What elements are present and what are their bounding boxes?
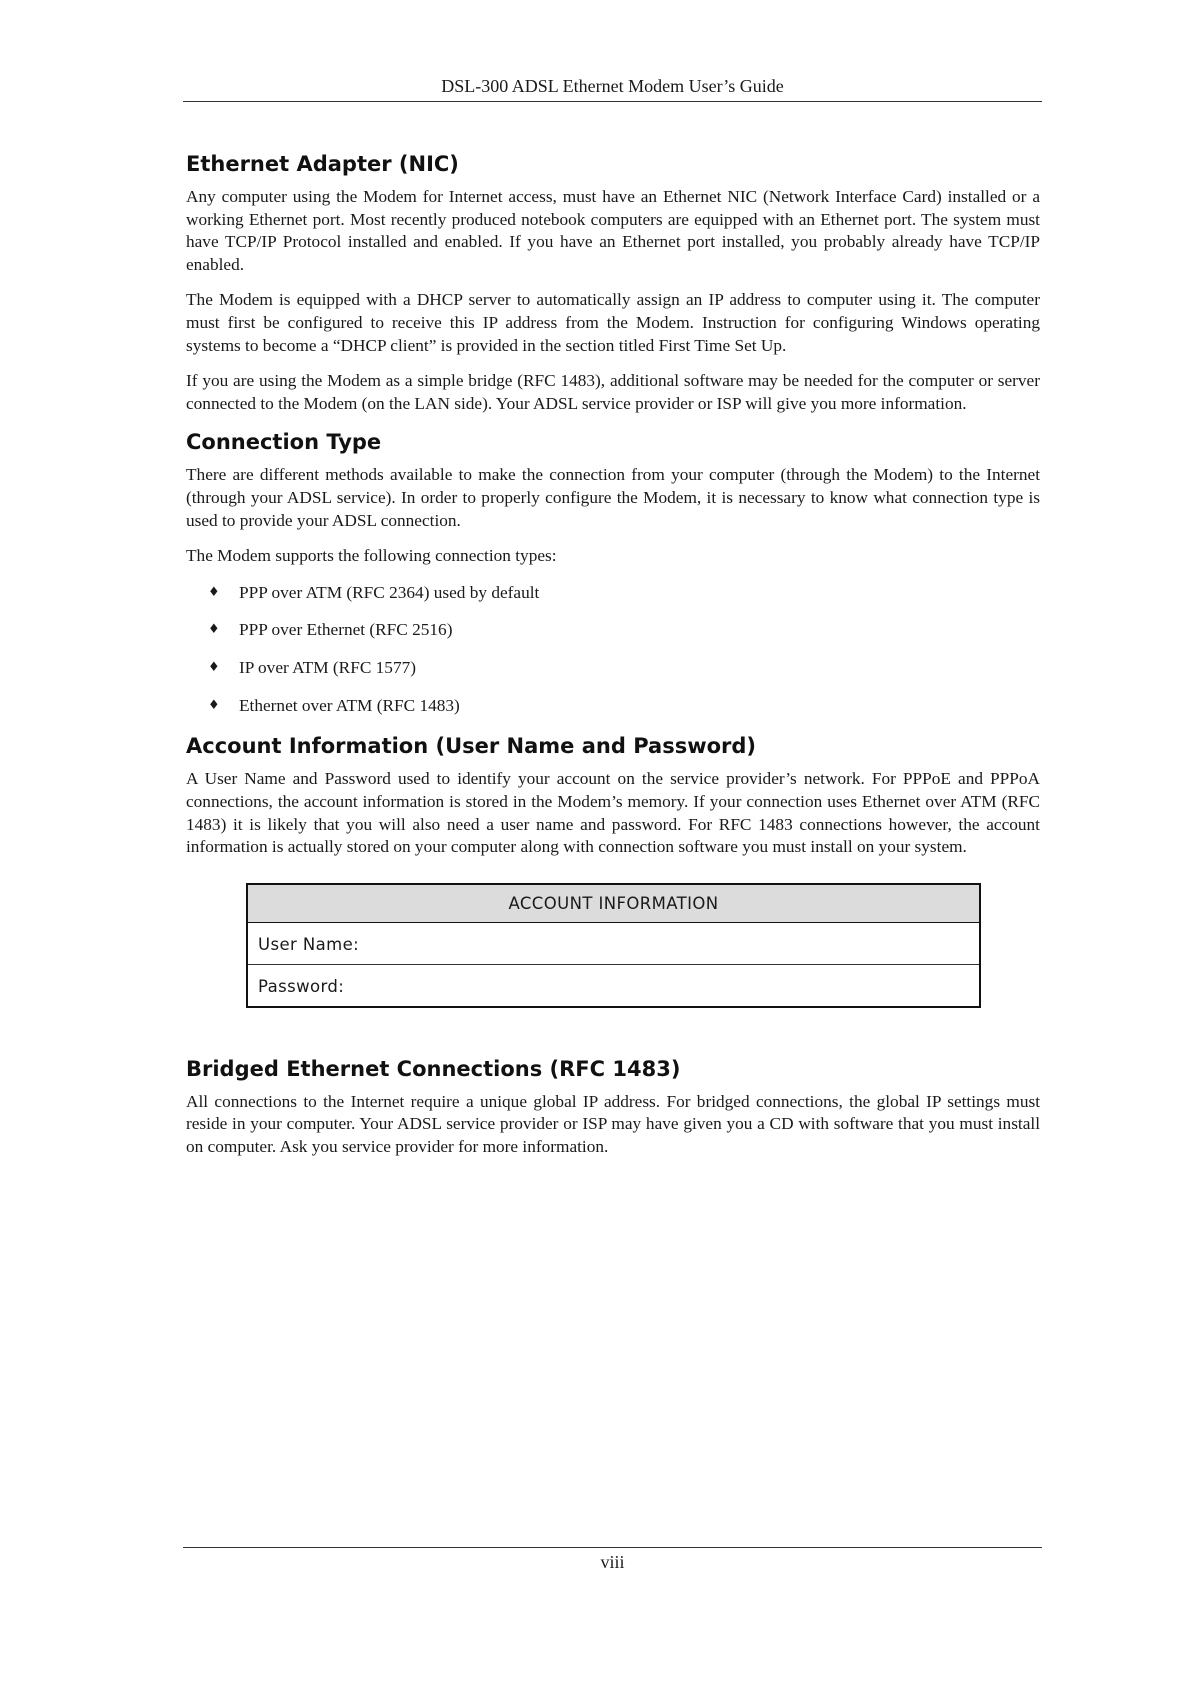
paragraph-account-1: A User Name and Password used to identify your account on the service provider’s network. For PPPoE and PPPoA connections, the account information is stored in the Modem’s memory. If your connection uses Ethernet over ATM (RFC 1483) it is likely that you will also need a user name and password. For RFC 1483 connections however, the account information is actually stored on your computer along with connection software you must install on your system. [186,769,1040,857]
diamond-bullet-icon: ♦ [208,584,220,600]
heading-bridged-ethernet: Bridged Ethernet Connections (RFC 1483) [186,1056,681,1081]
page-content [186,150,1040,1172]
heading-connection-type: Connection Type [186,430,382,455]
paragraph-nic-3: If you are using the Modem as a simple bridge (RFC 1483), additional software may be needed for the computer or server connected to the Modem (on the LAN side). Your ADSL service provider or ISP will give you more information. [186,371,1040,413]
password-row [248,964,979,1006]
list-item-text: PPP over Ethernet (RFC 2516) [239,620,453,640]
diamond-bullet-icon: ♦ [208,622,220,638]
list-item-text: IP over ATM (RFC 1577) [239,658,416,678]
list-item [186,695,1040,717]
page-number: viii [183,1547,1042,1574]
username-label: User Name: [258,934,360,954]
heading-ethernet-adapter: Ethernet Adapter (NIC) [186,152,459,176]
paragraph-bridged-1: All connections to the Internet require a unique global IP address. For bridged connections, the global IP settings must reside in your computer. Your ADSL service provider or ISP may have given you a CD with software that you must install on computer. Ask you service provider for more information. [186,1091,1040,1157]
list-item-text: PPP over ATM (RFC 2364) used by default [239,582,540,602]
paragraph-nic-2: The Modem is equipped with a DHCP server to automatically assign an IP address to computer using it. The computer must first be configured to receive this IP address from the Modem. Instruction for configuring Windows operating systems to become a “DHCP client” is provided in the section titled First Time Set Up. [186,290,1040,355]
paragraph-nic-1: Any computer using the Modem for Internet access, must have an Ethernet NIC (Network Interface Card) installed or a working Ethernet port. Most recently produced notebook computers are equipped with an Ethernet port. The system must have TCP/IP Protocol installed and enabled. If you have an Ethernet port installed, you probably already have TCP/IP enabled. [186,187,1040,274]
list-item [186,657,1040,679]
list-item [186,582,1040,604]
diamond-bullet-icon: ♦ [208,660,220,676]
username-row [248,923,979,964]
connection-types-list [186,582,1040,717]
account-information-table [246,883,981,1008]
diamond-bullet-icon: ♦ [208,697,220,713]
paragraph-connection-2: The Modem supports the following connection types: [186,546,557,566]
heading-account-information: Account Information (User Name and Password) [186,734,757,759]
paragraph-connection-1: There are different methods available to make the connection from your computer (through the Modem) to the Internet (through your ADSL service). In order to properly configure the Modem, it is necessary to know what connection type is used to provide your ADSL connection. [186,465,1040,530]
page-header: DSL-300 ADSL Ethernet Modem User’s Guide [183,74,1042,102]
account-information-title: ACCOUNT INFORMATION [248,885,979,923]
list-item-text: Ethernet over ATM (RFC 1483) [239,695,460,715]
password-label: Password: [258,976,345,996]
list-item [186,619,1040,641]
